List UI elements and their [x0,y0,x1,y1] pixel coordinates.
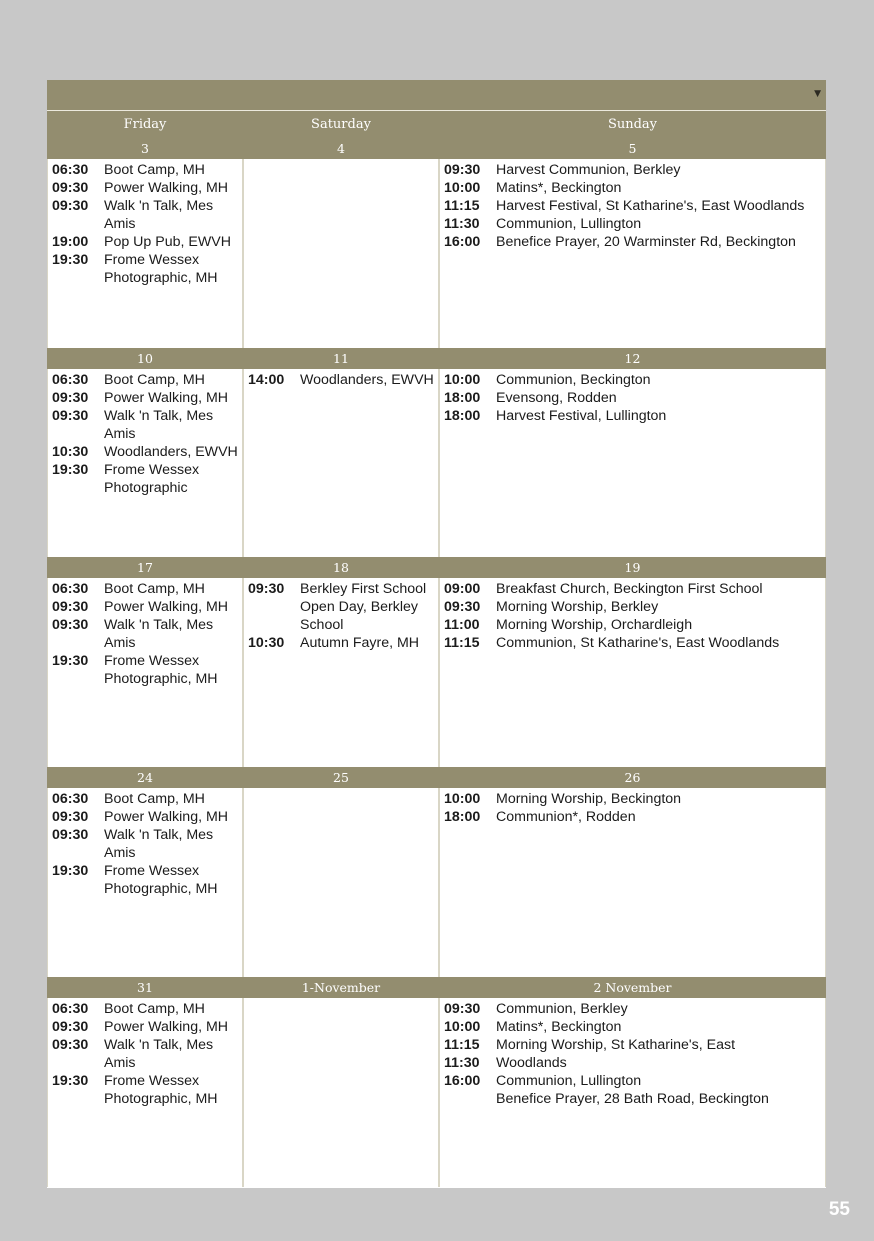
event-item [52,862,242,898]
day-cell [439,578,826,767]
event-item [444,407,825,425]
event-item [444,371,825,389]
event-item [52,790,242,808]
date-header: 2 November [439,977,826,998]
event-time: 19:30 [52,252,89,268]
event-name: Frome Wessex Photographic, MH [104,252,218,286]
page-number: 55 [828,1199,850,1220]
event-item [52,161,242,179]
event-time: 09:00 [444,581,481,597]
event-item [52,652,242,688]
event-item [444,215,825,233]
event-name: Woodlanders, EWVH [104,444,238,460]
event-item [444,1018,825,1036]
event-time: 10:00 [444,180,481,196]
event-name: Harvest Communion, Berkley [496,162,681,178]
day-cell [439,998,826,1187]
event-name: Power Walking, MH [104,599,229,615]
date-header: 25 [243,767,439,788]
event-time: 09:30 [52,408,89,424]
event-time: 16:00 [444,1073,481,1089]
day-cell [243,369,439,558]
event-time: 14:00 [248,372,285,388]
event-time: 09:30 [444,1001,481,1017]
event-name: Harvest Festival, Lullington [496,408,667,424]
event-item [444,1054,825,1072]
day-cell [47,159,243,348]
event-item [52,461,242,497]
date-header: 11 [243,348,439,369]
event-item [52,197,242,233]
event-item [52,1018,242,1036]
event-time: 18:00 [444,408,481,424]
event-time: 19:30 [52,462,89,478]
event-item [444,1036,825,1054]
event-name: Evensong, Rodden [496,390,617,406]
event-time: 06:30 [52,581,89,597]
week-row [47,348,826,558]
day-cell [243,788,439,977]
event-item [248,371,438,389]
event-time: 19:00 [52,234,89,250]
event-time: 06:30 [52,791,89,807]
event-name: Harvest Festival, St Katharine's, East Woodlands [496,198,805,214]
event-item [52,407,242,443]
event-item [52,233,242,251]
event-item [52,598,242,616]
event-item [52,826,242,862]
event-item [52,1036,242,1072]
day-header-friday: Friday [47,110,243,138]
date-header: 17 [47,557,243,578]
event-time: 10:00 [444,372,481,388]
event-name: Autumn Fayre, MH [300,635,420,651]
calendar-top-bar [47,80,826,110]
event-time: 10:30 [52,444,89,460]
event-name: Frome Wessex Photographic, MH [104,863,218,897]
event-time: 11:00 [444,617,480,633]
event-name: Walk 'n Talk, Mes Amis [104,408,214,442]
event-time: 06:30 [52,372,89,388]
date-header: 19 [439,557,826,578]
event-name: Communion, Berkley [496,1001,628,1017]
event-time: 18:00 [444,809,481,825]
event-time: 09:30 [52,390,89,406]
event-time: 09:30 [52,599,89,615]
event-time: 19:30 [52,1073,89,1089]
event-name: Walk 'n Talk, Mes Amis [104,1037,214,1071]
event-item [444,598,825,616]
event-item [444,790,825,808]
event-time: 11:30 [444,1055,480,1071]
event-item [444,161,825,179]
event-item [52,1072,242,1108]
event-name: Boot Camp, MH [104,1001,205,1017]
event-item [52,808,242,826]
event-name: Power Walking, MH [104,180,229,196]
event-name: Matins*, Beckington [496,180,622,196]
event-time: 06:30 [52,162,89,178]
event-time: 09:30 [52,180,89,196]
event-item [52,371,242,389]
event-name: Communion, Beckington [496,372,651,388]
event-name: Frome Wessex Photographic, MH [104,653,218,687]
date-header: 3 [47,138,243,159]
event-time: 11:15 [444,198,480,214]
day-cell [47,578,243,767]
event-name: Power Walking, MH [104,1019,229,1035]
event-item [52,580,242,598]
day-cell [243,159,439,348]
event-name: Morning Worship, St Katharine's, East [496,1037,736,1053]
event-time: 19:30 [52,863,89,879]
event-time: 09:30 [52,1019,89,1035]
week-row [47,767,826,977]
event-name: Woodlanders, EWVH [300,372,434,388]
day-header-sunday: Sunday [439,110,826,138]
day-cell [439,159,826,348]
event-time: 09:30 [52,1037,89,1053]
event-time: 09:30 [444,599,481,615]
day-cell [47,369,243,558]
day-cell [47,788,243,977]
event-name: Power Walking, MH [104,390,229,406]
event-time [444,1090,496,1108]
event-item [444,1072,825,1090]
date-header: 5 [439,138,826,159]
event-item [52,179,242,197]
event-name: Woodlands [496,1055,567,1071]
event-time: 10:00 [444,1019,481,1035]
event-item [444,389,825,407]
event-name: Berkley First School Open Day, Berkley School [300,581,427,633]
event-time: 09:30 [52,827,89,843]
week-row [47,557,826,767]
event-item [444,1000,825,1018]
event-name: Walk 'n Talk, Mes Amis [104,198,214,232]
event-time: 09:30 [52,617,89,633]
event-name: Communion*, Rodden [496,809,636,825]
event-name: Frome Wessex Photographic [104,462,200,496]
event-item [52,251,242,287]
day-cell [243,578,439,767]
chevron-down-icon[interactable]: ▼ [814,89,821,99]
event-time: 19:30 [52,653,89,669]
event-name: Morning Worship, Berkley [496,599,659,615]
event-item [444,580,825,598]
event-name: Matins*, Beckington [496,1019,622,1035]
week-row [47,977,826,1187]
event-item [444,616,825,634]
event-time: 06:30 [52,1001,89,1017]
date-header: 31 [47,977,243,998]
event-name: Communion, Lullington [496,216,642,232]
event-item [444,179,825,197]
event-time: 18:00 [444,390,481,406]
event-time: 09:30 [444,162,481,178]
event-item [248,580,438,634]
date-header: 26 [439,767,826,788]
event-name: Morning Worship, Beckington [496,791,682,807]
day-cell [243,998,439,1187]
event-item [444,233,825,251]
event-time: 11:15 [444,635,480,651]
event-name: Benefice Prayer, 20 Warminster Rd, Beckington [496,234,796,250]
day-cell [47,998,243,1187]
event-item [52,1000,242,1018]
event-name: Communion, Lullington [496,1073,642,1089]
event-name: Communion, St Katharine's, East Woodlands [496,635,780,651]
event-time: 10:00 [444,791,481,807]
event-time: 11:15 [444,1037,480,1053]
event-time: 11:30 [444,216,480,232]
event-time: 09:30 [248,581,285,597]
date-header: 10 [47,348,243,369]
day-cell [439,788,826,977]
event-time: 09:30 [52,198,89,214]
event-item [52,389,242,407]
day-header-row [47,110,826,138]
event-time: 09:30 [52,809,89,825]
event-name: Benefice Prayer, 28 Bath Road, Beckington [496,1091,769,1107]
event-item [444,634,825,652]
event-name: Walk 'n Talk, Mes Amis [104,617,214,651]
event-name: Power Walking, MH [104,809,229,825]
day-header-saturday: Saturday [243,110,439,138]
date-header: 24 [47,767,243,788]
event-time: 10:30 [248,635,285,651]
day-cell [439,369,826,558]
event-name: Boot Camp, MH [104,581,205,597]
calendar-table [47,80,826,1188]
date-header: 18 [243,557,439,578]
event-name: Boot Camp, MH [104,791,205,807]
event-time: 16:00 [444,234,481,250]
date-header: 4 [243,138,439,159]
week-row [47,138,826,348]
date-header: 1-November [243,977,439,998]
event-item [52,616,242,652]
event-item [444,1090,825,1108]
event-name: Frome Wessex Photographic, MH [104,1073,218,1107]
event-item [444,197,825,215]
event-name: Boot Camp, MH [104,162,205,178]
event-name: Breakfast Church, Beckington First School [496,581,763,597]
event-name: Boot Camp, MH [104,372,205,388]
event-item [248,634,438,652]
date-header: 12 [439,348,826,369]
event-name: Morning Worship, Orchardleigh [496,617,693,633]
event-item [52,443,242,461]
event-item [444,808,825,826]
event-name: Walk 'n Talk, Mes Amis [104,827,214,861]
event-name: Pop Up Pub, EWVH [104,234,231,250]
